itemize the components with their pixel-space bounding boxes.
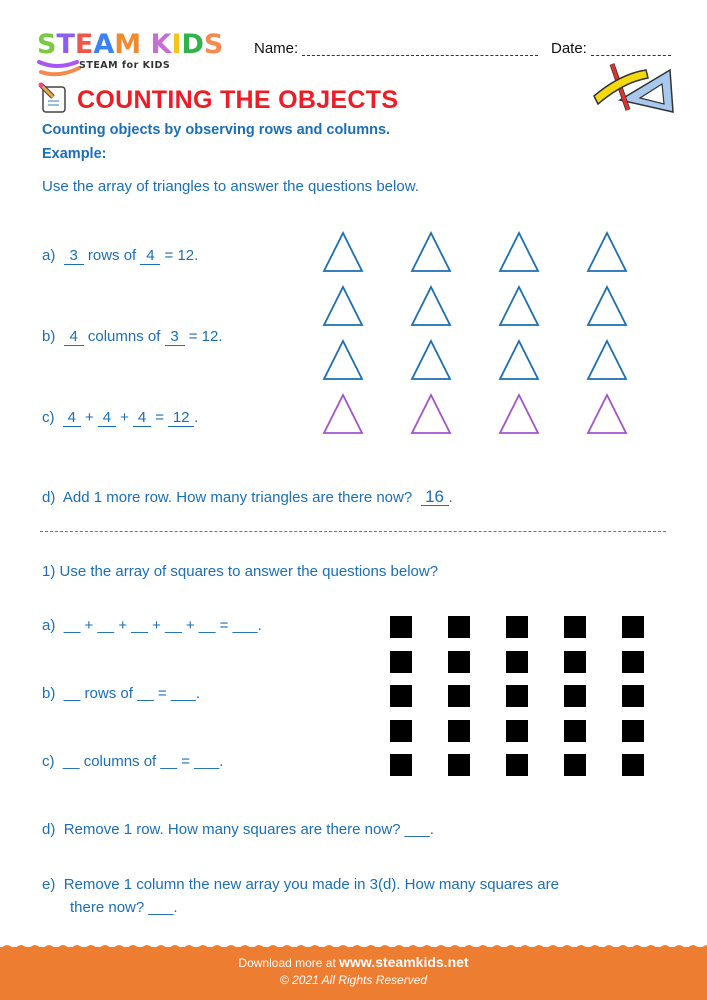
square-icon [390, 754, 412, 776]
answer-rows: 3 [64, 247, 84, 265]
logo-tagline: STEAM for KIDS [79, 60, 171, 71]
triangle-icon [410, 231, 452, 273]
download-prefix: Download more at [238, 956, 336, 970]
question-label: d) [42, 489, 56, 506]
question-label: b) [42, 685, 56, 702]
logo-letter: M [114, 29, 142, 60]
question-label: c) [42, 753, 55, 770]
example-question-d [42, 488, 453, 506]
triangle-icon [410, 393, 452, 435]
question-label: e) [42, 876, 56, 893]
square-icon [622, 685, 644, 707]
logo-letter [141, 30, 150, 60]
square-icon [622, 616, 644, 638]
square-icon [506, 754, 528, 776]
answer-total: 16 [421, 488, 449, 506]
square-icon [564, 651, 586, 673]
logo-letter: D [181, 29, 204, 60]
question-text: Remove 1 column the new array you made in 3(d). How many squares are [63, 876, 559, 893]
footer-download [0, 954, 707, 970]
logo-wordmark [37, 30, 223, 60]
section-divider [40, 531, 666, 532]
exercise-question-c [42, 753, 223, 770]
triangle-icon [410, 339, 452, 381]
footer-copyright: © 2021 All Rights Reserved [279, 973, 428, 987]
answer-addend: 4 [133, 409, 151, 427]
answer-sum: 12 [168, 409, 194, 427]
example-label: Example: [42, 146, 107, 162]
question-label: a) [42, 617, 56, 634]
answer-addend: 4 [63, 409, 81, 427]
square-icon [564, 754, 586, 776]
logo-letter: E [74, 29, 94, 60]
steam-kids-logo [37, 30, 237, 80]
triangle-icon [498, 285, 540, 327]
exercise-instruction: 1) Use the array of squares to answer the questions below? [42, 563, 439, 580]
date-field[interactable] [591, 55, 671, 56]
plus-sign: + [85, 409, 94, 426]
footer [0, 947, 707, 1000]
square-icon [622, 754, 644, 776]
answer-per-column: 3 [165, 328, 185, 346]
question-label: a) [42, 247, 56, 264]
square-icon [448, 720, 470, 742]
triangle-icon [586, 393, 628, 435]
question-text[interactable]: __ + __ + __ + __ + __ = ___. [63, 617, 262, 634]
question-text: = 12. [160, 247, 199, 264]
worksheet-pencil-icon [37, 81, 71, 115]
square-icon [506, 685, 528, 707]
square-icon [564, 616, 586, 638]
square-icon [448, 651, 470, 673]
example-question-a [42, 247, 198, 265]
logo-letter: K [150, 29, 172, 60]
question-label: b) [42, 328, 56, 345]
question-text: rows of [83, 247, 141, 264]
triangle-icon [498, 393, 540, 435]
triangle-icon [498, 339, 540, 381]
square-icon [506, 616, 528, 638]
square-icon [390, 616, 412, 638]
square-icon [506, 651, 528, 673]
logo-letter: S [37, 29, 57, 60]
example-question-c [42, 409, 198, 427]
equals-sign: = [155, 409, 164, 426]
name-field[interactable] [302, 55, 538, 56]
question-text: = 12. [184, 328, 223, 345]
period: . [448, 489, 453, 506]
square-icon [506, 720, 528, 742]
logo-letter: S [203, 29, 224, 60]
triangle-icon [586, 339, 628, 381]
example-question-b [42, 328, 223, 346]
question-label: d) [42, 821, 56, 838]
triangle-icon [322, 285, 364, 327]
triangle-icon [322, 231, 364, 273]
question-text: columns of [83, 328, 165, 345]
answer-columns: 4 [64, 328, 84, 346]
plus-sign: + [120, 409, 129, 426]
question-text: Add 1 more row. How many triangles are there now? [62, 489, 413, 506]
square-icon [448, 754, 470, 776]
question-text[interactable]: __ rows of __ = ___. [63, 685, 201, 702]
triangle-icon [498, 231, 540, 273]
ruler-pencil-icon [590, 60, 675, 115]
question-text[interactable]: Remove 1 row. How many squares are there now? ___. [63, 821, 434, 838]
question-label: c) [42, 409, 55, 426]
period: . [194, 409, 199, 426]
square-icon [564, 685, 586, 707]
footer-url-link[interactable]: www.steamkids.net [339, 954, 469, 970]
answer-per-row: 4 [140, 247, 160, 265]
question-text[interactable]: __ columns of __ = ___. [62, 753, 224, 770]
square-icon [448, 685, 470, 707]
exercise-question-e-cont[interactable]: there now? ___. [70, 899, 178, 916]
logo-letter: I [171, 29, 182, 60]
exercise-question-d [42, 821, 434, 838]
triangle-icon [322, 339, 364, 381]
logo-letter: T [56, 29, 75, 60]
exercise-question-e [42, 876, 559, 893]
page-title: COUNTING THE OBJECTS [77, 86, 399, 114]
triangle-icon [322, 393, 364, 435]
exercise-question-a [42, 617, 262, 634]
square-icon [390, 720, 412, 742]
square-icon [390, 651, 412, 673]
square-icon [622, 651, 644, 673]
square-icon [390, 685, 412, 707]
triangle-icon [586, 285, 628, 327]
square-icon [564, 720, 586, 742]
logo-swoosh-icon [37, 58, 81, 80]
example-instruction: Use the array of triangles to answer the questions below. [42, 178, 419, 195]
logo-letter: A [93, 29, 115, 60]
subtitle: Counting objects by observing rows and columns. [42, 122, 391, 138]
triangle-icon [410, 285, 452, 327]
name-label: Name: [254, 40, 299, 57]
exercise-question-b [42, 685, 200, 702]
answer-addend: 4 [98, 409, 116, 427]
square-icon [622, 720, 644, 742]
date-label: Date: [551, 40, 587, 57]
square-icon [448, 616, 470, 638]
triangle-icon [586, 231, 628, 273]
